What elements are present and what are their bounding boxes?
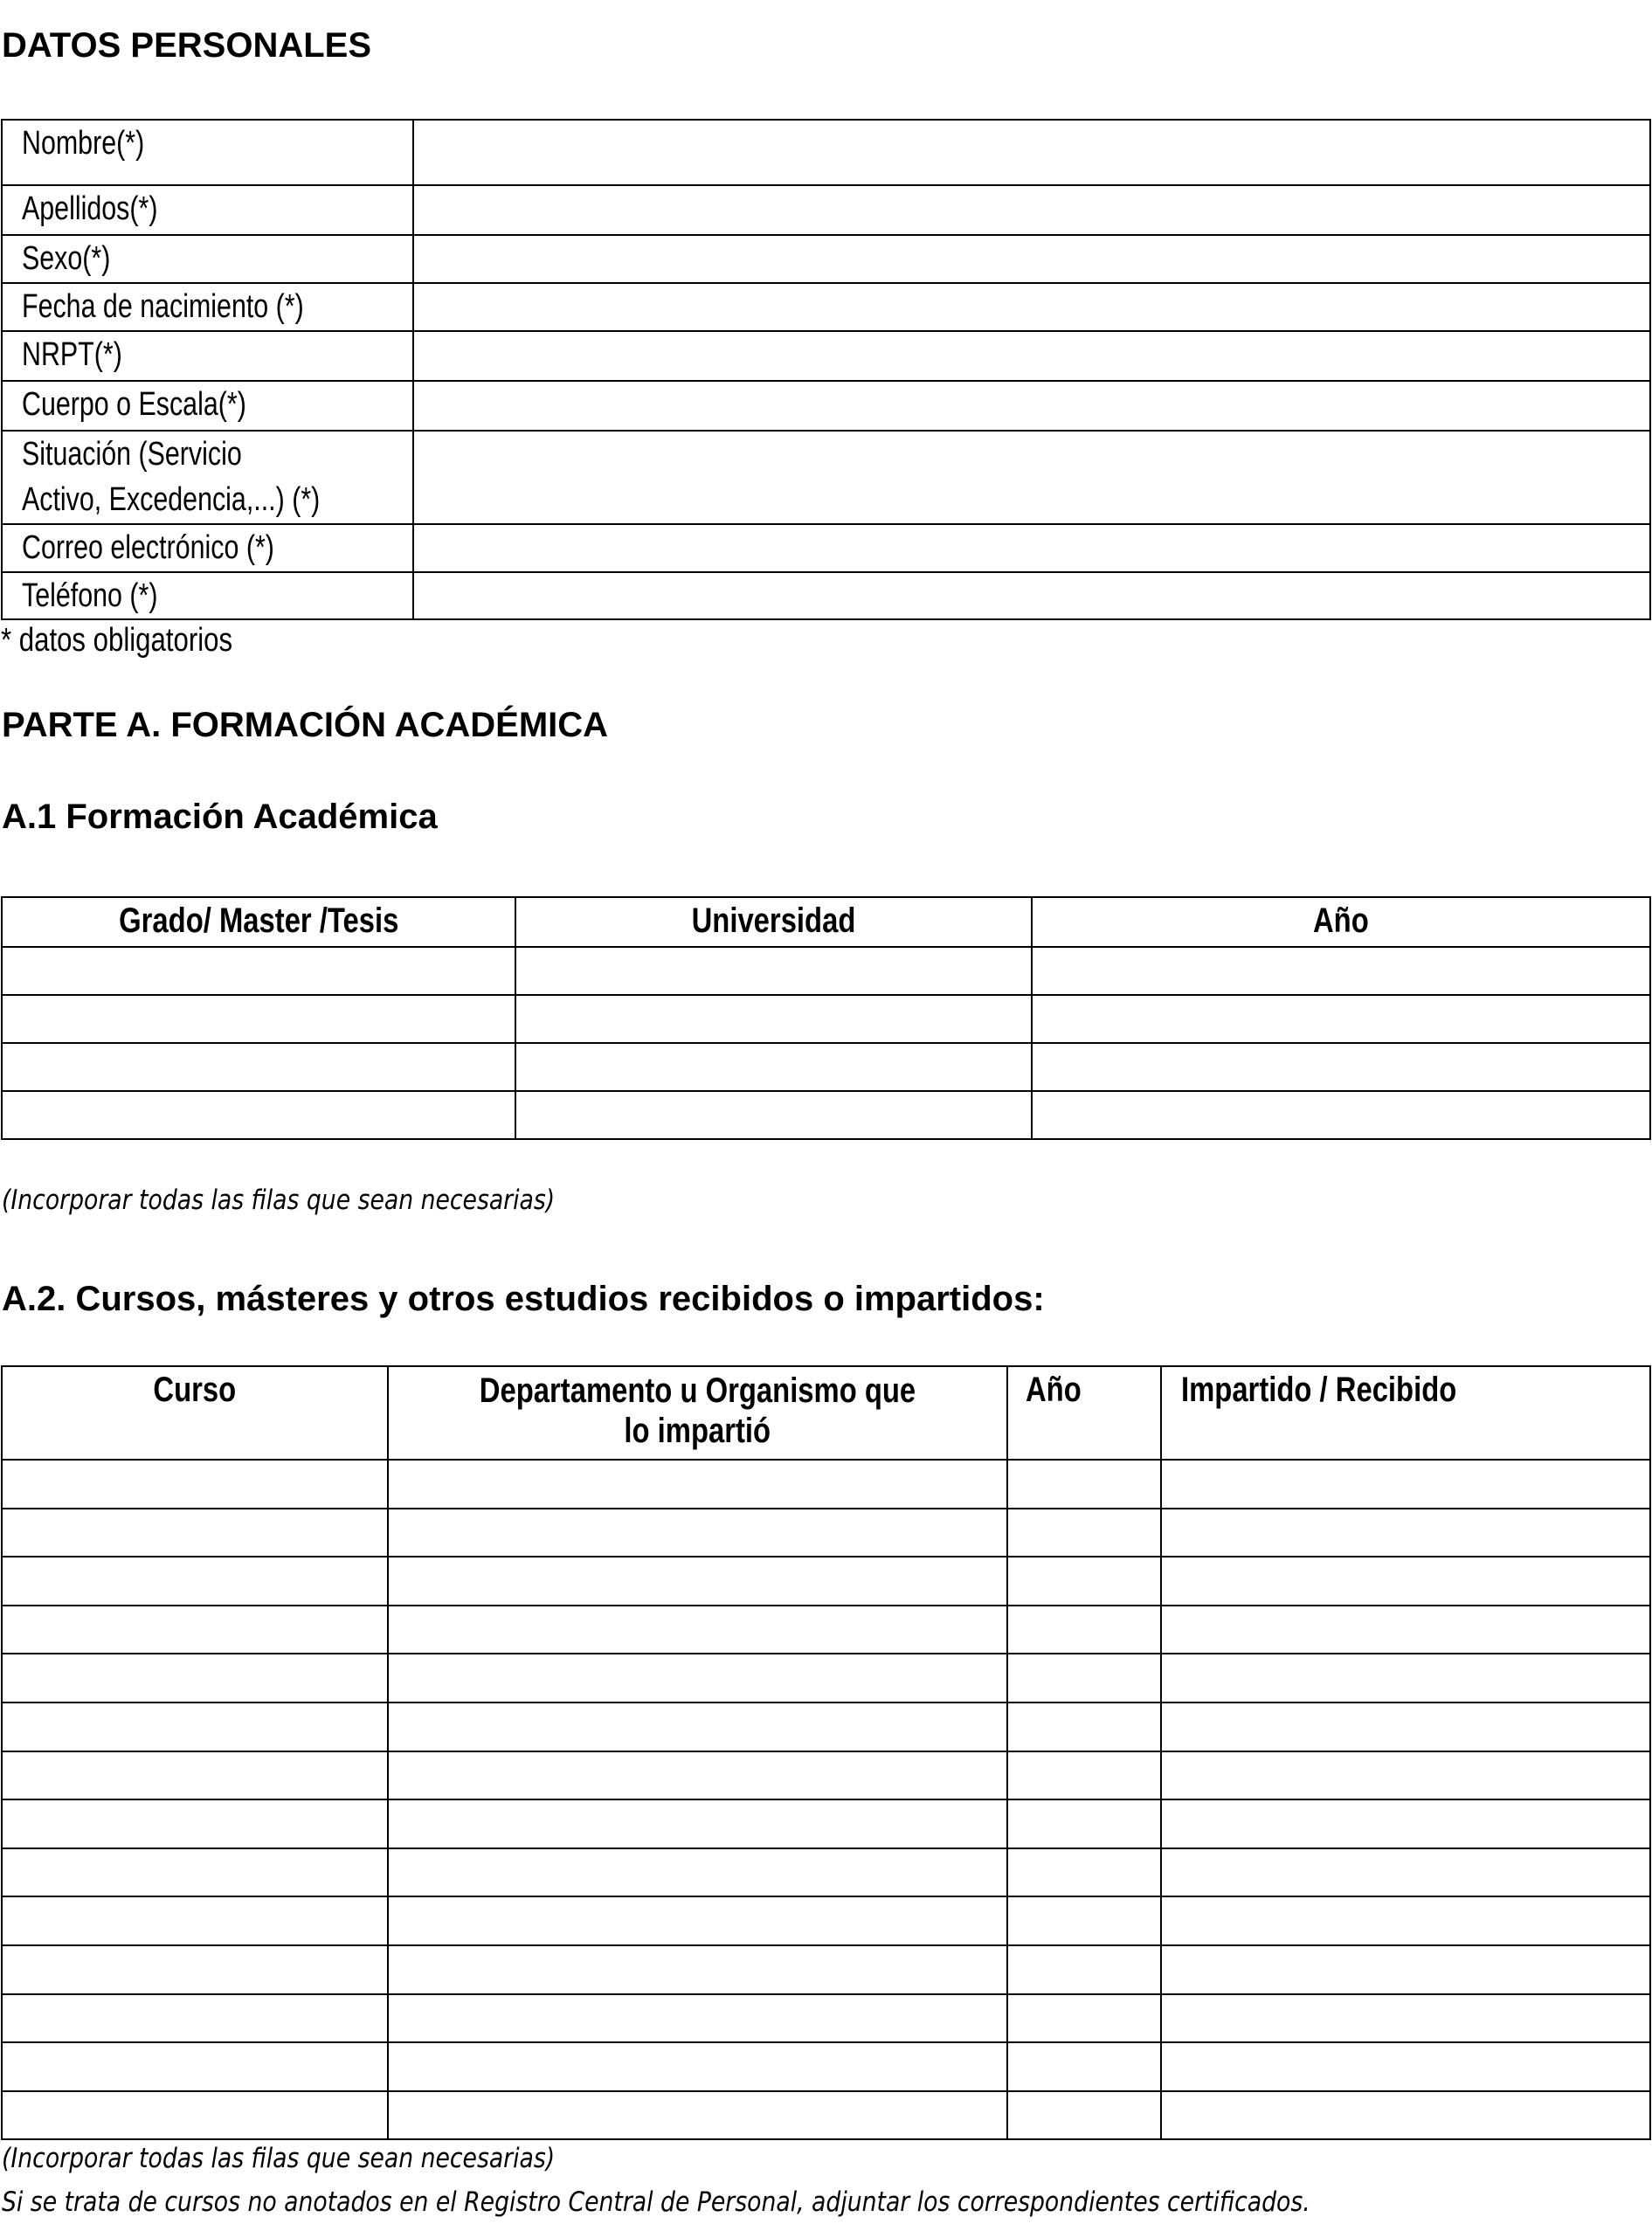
field-value-input[interactable]: [413, 572, 1650, 619]
personal-field-row: [2, 283, 1650, 331]
table-row: [2, 1557, 1650, 1606]
table-row: [2, 1848, 1650, 1897]
table-cell-input[interactable]: [1007, 1460, 1161, 1509]
field-label: Teléfono (*): [2, 572, 413, 619]
table-row: [2, 1994, 1650, 2043]
table-cell-input[interactable]: [1161, 1557, 1650, 1606]
table-cell-input[interactable]: [388, 1994, 1007, 2043]
table-cell-input[interactable]: [1161, 1606, 1650, 1654]
field-label: Nombre(*): [2, 120, 413, 185]
table-cell-input[interactable]: [388, 1606, 1007, 1654]
personal-field-row: [2, 120, 1650, 185]
a2-certificates-note: Si se trata de cursos no anotados en el Registro Central de Personal, adjuntar los correspondientes certificados.: [2, 2186, 1310, 2218]
header-impartido-recibido: Impartido / Recibido: [1161, 1366, 1650, 1460]
table-row: [2, 1896, 1650, 1945]
table-cell-input[interactable]: [1007, 1848, 1161, 1897]
table-cell-input[interactable]: [2, 947, 515, 995]
table-cell-input[interactable]: [1161, 1848, 1650, 1897]
table-cell-input[interactable]: [2, 1994, 388, 2043]
table-cell-input[interactable]: [388, 1896, 1007, 1945]
table-cell-input[interactable]: [388, 1945, 1007, 1994]
personal-field-row: [2, 235, 1650, 283]
table-cell-input[interactable]: [2, 1091, 515, 1139]
table-cell-input[interactable]: [388, 1751, 1007, 1800]
table-row: [2, 995, 1650, 1043]
field-value-input[interactable]: [413, 381, 1650, 431]
table-cell-input[interactable]: [388, 2091, 1007, 2140]
field-value-input[interactable]: [413, 283, 1650, 331]
table-cell-input[interactable]: [1007, 1799, 1161, 1848]
table-cell-input[interactable]: [1007, 1557, 1161, 1606]
table-cell-input[interactable]: [388, 1848, 1007, 1897]
field-value-input[interactable]: [413, 120, 1650, 185]
table-cell-input[interactable]: [1161, 1751, 1650, 1800]
table-cell-input[interactable]: [388, 1509, 1007, 1557]
table-cell-input[interactable]: [1007, 2091, 1161, 2140]
table-cell-input[interactable]: [1007, 2042, 1161, 2091]
field-label: Fecha de nacimiento (*): [2, 283, 413, 331]
header-anio: Año: [1032, 897, 1650, 947]
table-cell-input[interactable]: [1032, 1043, 1650, 1091]
table-cell-input[interactable]: [1161, 1896, 1650, 1945]
table-cell-input[interactable]: [1161, 2091, 1650, 2140]
table-cell-input[interactable]: [388, 1703, 1007, 1751]
table-cell-input[interactable]: [2, 2042, 388, 2091]
section-title-datos-personales: DATOS PERSONALES: [2, 26, 372, 65]
table-row: [2, 1654, 1650, 1703]
table-cell-input[interactable]: [1161, 1509, 1650, 1557]
field-value-input[interactable]: [413, 331, 1650, 381]
table-cell-input[interactable]: [388, 1460, 1007, 1509]
table-cell-input[interactable]: [2, 1945, 388, 1994]
table-cell-input[interactable]: [2, 1703, 388, 1751]
required-note: [1, 622, 283, 660]
table-row: [2, 1043, 1650, 1091]
table-cell-input[interactable]: [388, 1557, 1007, 1606]
table-cell-input[interactable]: [1007, 1994, 1161, 2043]
table-cell-input[interactable]: [1161, 1703, 1650, 1751]
table-row: [2, 2091, 1650, 2140]
field-value-input[interactable]: [413, 431, 1650, 524]
section-title-a1: A.1 Formación Académica: [2, 798, 438, 836]
field-label: Apellidos(*): [2, 185, 413, 235]
table-cell-input[interactable]: [2, 1799, 388, 1848]
header-universidad: Universidad: [515, 897, 1032, 947]
table-cell-input[interactable]: [388, 1799, 1007, 1848]
table-cell-input[interactable]: [1161, 2042, 1650, 2091]
table-cell-input[interactable]: [515, 1043, 1032, 1091]
header-grado: Grado/ Master /Tesis: [2, 897, 515, 947]
field-value-input[interactable]: [413, 524, 1650, 572]
table-cell-input[interactable]: [1161, 1654, 1650, 1703]
table-cell-input[interactable]: [1161, 1994, 1650, 2043]
table-row: [2, 1799, 1650, 1848]
table-row: [2, 2042, 1650, 2091]
table-row: [2, 947, 1650, 995]
table-cell-input[interactable]: [2, 1606, 388, 1654]
table-cell-input[interactable]: [1032, 995, 1650, 1043]
field-label: Correo electrónico (*): [2, 524, 413, 572]
personal-field-row: [2, 331, 1650, 381]
table-cell-input[interactable]: [1007, 1703, 1161, 1751]
table-cell-input[interactable]: [388, 1654, 1007, 1703]
header-departamento: Departamento u Organismo que lo impartió: [388, 1366, 1007, 1460]
table-cell-input[interactable]: [2, 1896, 388, 1945]
courses-table: [1, 1365, 1651, 2140]
a2-note: (Incorporar todas las filas que sean necesarias): [2, 2143, 556, 2174]
section-title-a2: A.2. Cursos, másteres y otros estudios recibidos o impartidos:: [2, 1280, 1045, 1318]
table-cell-input[interactable]: [1032, 1091, 1650, 1139]
section-title-parte-a: PARTE A. FORMACIÓN ACADÉMICA: [2, 706, 609, 744]
required-note-text: * datos obligatorios: [1, 622, 233, 659]
table-cell-input[interactable]: [1007, 1606, 1161, 1654]
academic-table: [1, 896, 1651, 1140]
table-cell-input[interactable]: [1161, 1460, 1650, 1509]
table-row: [2, 1509, 1650, 1557]
table-cell-input[interactable]: [515, 947, 1032, 995]
table-cell-input[interactable]: [1007, 1896, 1161, 1945]
table-cell-input[interactable]: [1007, 1654, 1161, 1703]
field-value-input[interactable]: [413, 235, 1650, 283]
table-cell-input[interactable]: [2, 1751, 388, 1800]
table-cell-input[interactable]: [515, 995, 1032, 1043]
table-cell-input[interactable]: [515, 1091, 1032, 1139]
table-cell-input[interactable]: [2, 1557, 388, 1606]
table-cell-input[interactable]: [1007, 1509, 1161, 1557]
table-cell-input[interactable]: [1032, 947, 1650, 995]
personal-field-row: [2, 185, 1650, 235]
header-curso: Curso: [2, 1366, 388, 1460]
personal-data-table: [1, 119, 1651, 620]
personal-field-row: [2, 572, 1650, 619]
field-label: Sexo(*): [2, 235, 413, 283]
table-cell-input[interactable]: [1007, 1945, 1161, 1994]
table-row: [2, 1945, 1650, 1994]
table-cell-input[interactable]: [1007, 1751, 1161, 1800]
a1-note: (Incorporar todas las filas que sean necesarias): [2, 1185, 556, 1216]
table-cell-input[interactable]: [2, 1043, 515, 1091]
field-label: Situación (Servicio Activo, Excedencia,...) (*): [2, 431, 413, 524]
table-cell-input[interactable]: [2, 2091, 388, 2140]
table-row: [2, 1751, 1650, 1800]
table-cell-input[interactable]: [2, 995, 515, 1043]
table-cell-input[interactable]: [2, 1848, 388, 1897]
table-row: [2, 1703, 1650, 1751]
field-label: Cuerpo o Escala(*): [2, 381, 413, 431]
field-value-input[interactable]: [413, 185, 1650, 235]
table-row: [2, 1460, 1650, 1509]
personal-field-row: [2, 524, 1650, 572]
table-cell-input[interactable]: [2, 1654, 388, 1703]
table-cell-input[interactable]: [1161, 1799, 1650, 1848]
table-cell-input[interactable]: [2, 1460, 388, 1509]
table-cell-input[interactable]: [388, 2042, 1007, 2091]
table-cell-input[interactable]: [2, 1509, 388, 1557]
field-label: NRPT(*): [2, 331, 413, 381]
table-row: [2, 1091, 1650, 1139]
table-row: [2, 1606, 1650, 1654]
personal-field-row: [2, 431, 1650, 524]
table-cell-input[interactable]: [1161, 1945, 1650, 1994]
header-anio: Año: [1007, 1366, 1161, 1460]
personal-field-row: [2, 381, 1650, 431]
